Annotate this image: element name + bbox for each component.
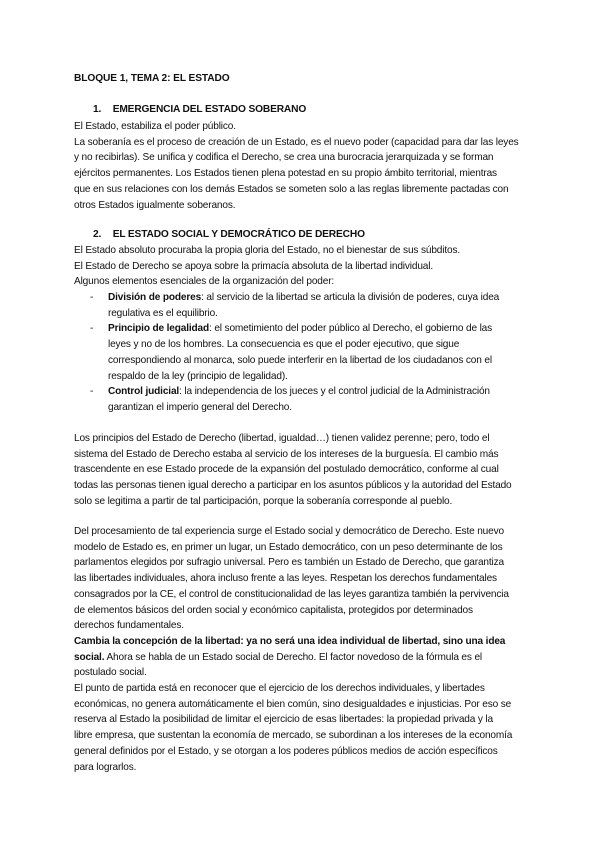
text-line: derechos fundamentales. (74, 620, 184, 632)
section-2-intro (74, 243, 526, 290)
text-line: modelo de Estado es, en primer un lugar, un Estado democrático, con un peso determinante de los (74, 541, 503, 553)
paragraph-principles (74, 431, 526, 510)
text-line: regulativa es el equilibrio. (108, 307, 218, 319)
text-line: todas las personas tienen igual derecho a participar en los asuntos públicos y la autoridad del Estado (74, 480, 512, 492)
bullet-dash: - (90, 323, 94, 335)
bullet-list (74, 290, 526, 416)
text-line: correspondiendo al monarca, solo puede interferir en la libertad de los ciudadanos con el (108, 354, 492, 366)
text-line: que en sus relaciones con los demás Estados se someten solo a las reglas libremente pactadas con (74, 183, 509, 195)
text-line: La soberanía es el proceso de creación de un Estado, es el nuevo poder (capacidad para dar las leyes (74, 136, 519, 148)
text-line: las libertades individuales, ahora incluso frente a las leyes. Respetan los derechos fundamentales (74, 573, 497, 585)
text-line: El Estado absoluto procuraba la propia gloria del Estado, no el bienestar de sus súbditos. (74, 245, 461, 256)
bold-statement: social. (74, 651, 105, 663)
section-number: 2. (93, 229, 102, 240)
text-line: económicas, no genera automáticamente el bien común, sino desigualdades e injusticias. Por eso se (74, 698, 512, 710)
text-line: El punto de partida está en reconocer que el ejercicio de los derechos individuales, y libertades (74, 683, 485, 694)
text-line: reserva al Estado la posibilidad de limitar el ejercicio de esas libertades: la propiedad privada y la (74, 714, 493, 726)
text-line: libre empresa, que sustentan la economía de mercado, se subordinan a los intereses de la economía (74, 730, 513, 742)
bullet-text: : al servicio de la libertad se articula la división de poderes, cuya idea (201, 292, 500, 303)
text-line: consagrados por la CE, el control de constitucionalidad de las leyes garantiza también la pervivencia (74, 588, 509, 600)
text-line: solo se legitima a partir de tal participación, porque la soberanía corresponde al pueblo. (74, 495, 453, 507)
text-line: general definidos por el Estado, y se otorgan a los poderes públicos medios de acción específicos (74, 745, 498, 757)
section-heading-1 (93, 104, 306, 115)
section-title: EL ESTADO SOCIAL Y DEMOCRÁTICO DE DERECHO (112, 229, 365, 240)
text-run: Ahora se habla de un Estado social de Derecho. El factor novedoso de la fórmula es el (104, 651, 483, 663)
text-line: ejércitos permanentes. Los Estados tienen plena potestad en su propio ámbito territorial, mientras (74, 168, 497, 180)
text-line: El Estado, estabiliza el poder público. (74, 121, 236, 132)
section-1-paragraph (74, 119, 526, 213)
text-line: garantizan el imperio general del Derecho. (108, 401, 292, 413)
text-line: leyes y no de los hombres. La consecuencia es que el poder ejecutivo, que sigue (108, 339, 460, 351)
text-line: sistema del Estado de Derecho estaba al servicio de los intereses de la burguesía. El cambio más (74, 448, 499, 460)
bullet-term: Control judicial (108, 386, 180, 398)
text-line: Algunos elementos esenciales de la organización del poder: (74, 276, 335, 288)
text-line: postulado social. (74, 667, 147, 679)
bullet-text: : la independencia de los jueces y el control judicial de la Administración (179, 386, 490, 398)
text-line: y no recibirlas). Se unifica y codifica el Derecho, se crea una burocracia jerarquizada y se forman (74, 152, 494, 164)
bullet-dash: - (90, 292, 94, 303)
document-title: BLOQUE 1, TEMA 2: EL ESTADO (74, 73, 230, 84)
section-heading-2 (93, 229, 365, 240)
list-item (74, 321, 526, 384)
text-line: Los principios del Estado de Derecho (libertad, igualdad…) tienen validez perenne; pero, todo el (74, 433, 490, 444)
text-line: parlamentos elegidos por sufragio universal. Pero es también un Estado de Derecho, que garantiza (74, 557, 504, 569)
bullet-term: Principio de legalidad (108, 323, 210, 335)
text-line: para lograrlos. (74, 761, 137, 773)
paragraph-liberty-concept (74, 634, 526, 681)
text-line: El Estado de Derecho se apoya sobre la primacía absoluta de la libertad individual. (74, 260, 433, 272)
section-title: EMERGENCIA DEL ESTADO SOBERANO (112, 104, 307, 115)
list-item (74, 290, 526, 321)
text-line: de elementos básicos del orden social y económico capitalista, protegidos por determinados (74, 604, 473, 616)
bullet-term: División de poderes (108, 292, 202, 303)
bold-statement: Cambia la concepción de la libertad: ya no será una idea individual de libertad, sino una idea (74, 636, 506, 647)
paragraph-social-state (74, 524, 526, 634)
paragraph-starting-point (74, 681, 526, 775)
bullet-dash: - (90, 386, 94, 398)
text-line: respaldo de la ley (principio de legalidad). (108, 370, 288, 382)
text-line: otros Estados igualmente soberanos. (74, 199, 236, 211)
section-number: 1. (93, 104, 102, 115)
list-item (74, 384, 526, 415)
text-line: trascendente en ese Estado procede de la expansión del postulado democrático, conforme al cual (74, 464, 499, 476)
bullet-text: : el sometimiento del poder público al Derecho, el gobierno de las (209, 323, 493, 335)
text-line: Del procesamiento de tal experiencia surge el Estado social y democrático de Derecho. Este nuevo (74, 526, 504, 537)
